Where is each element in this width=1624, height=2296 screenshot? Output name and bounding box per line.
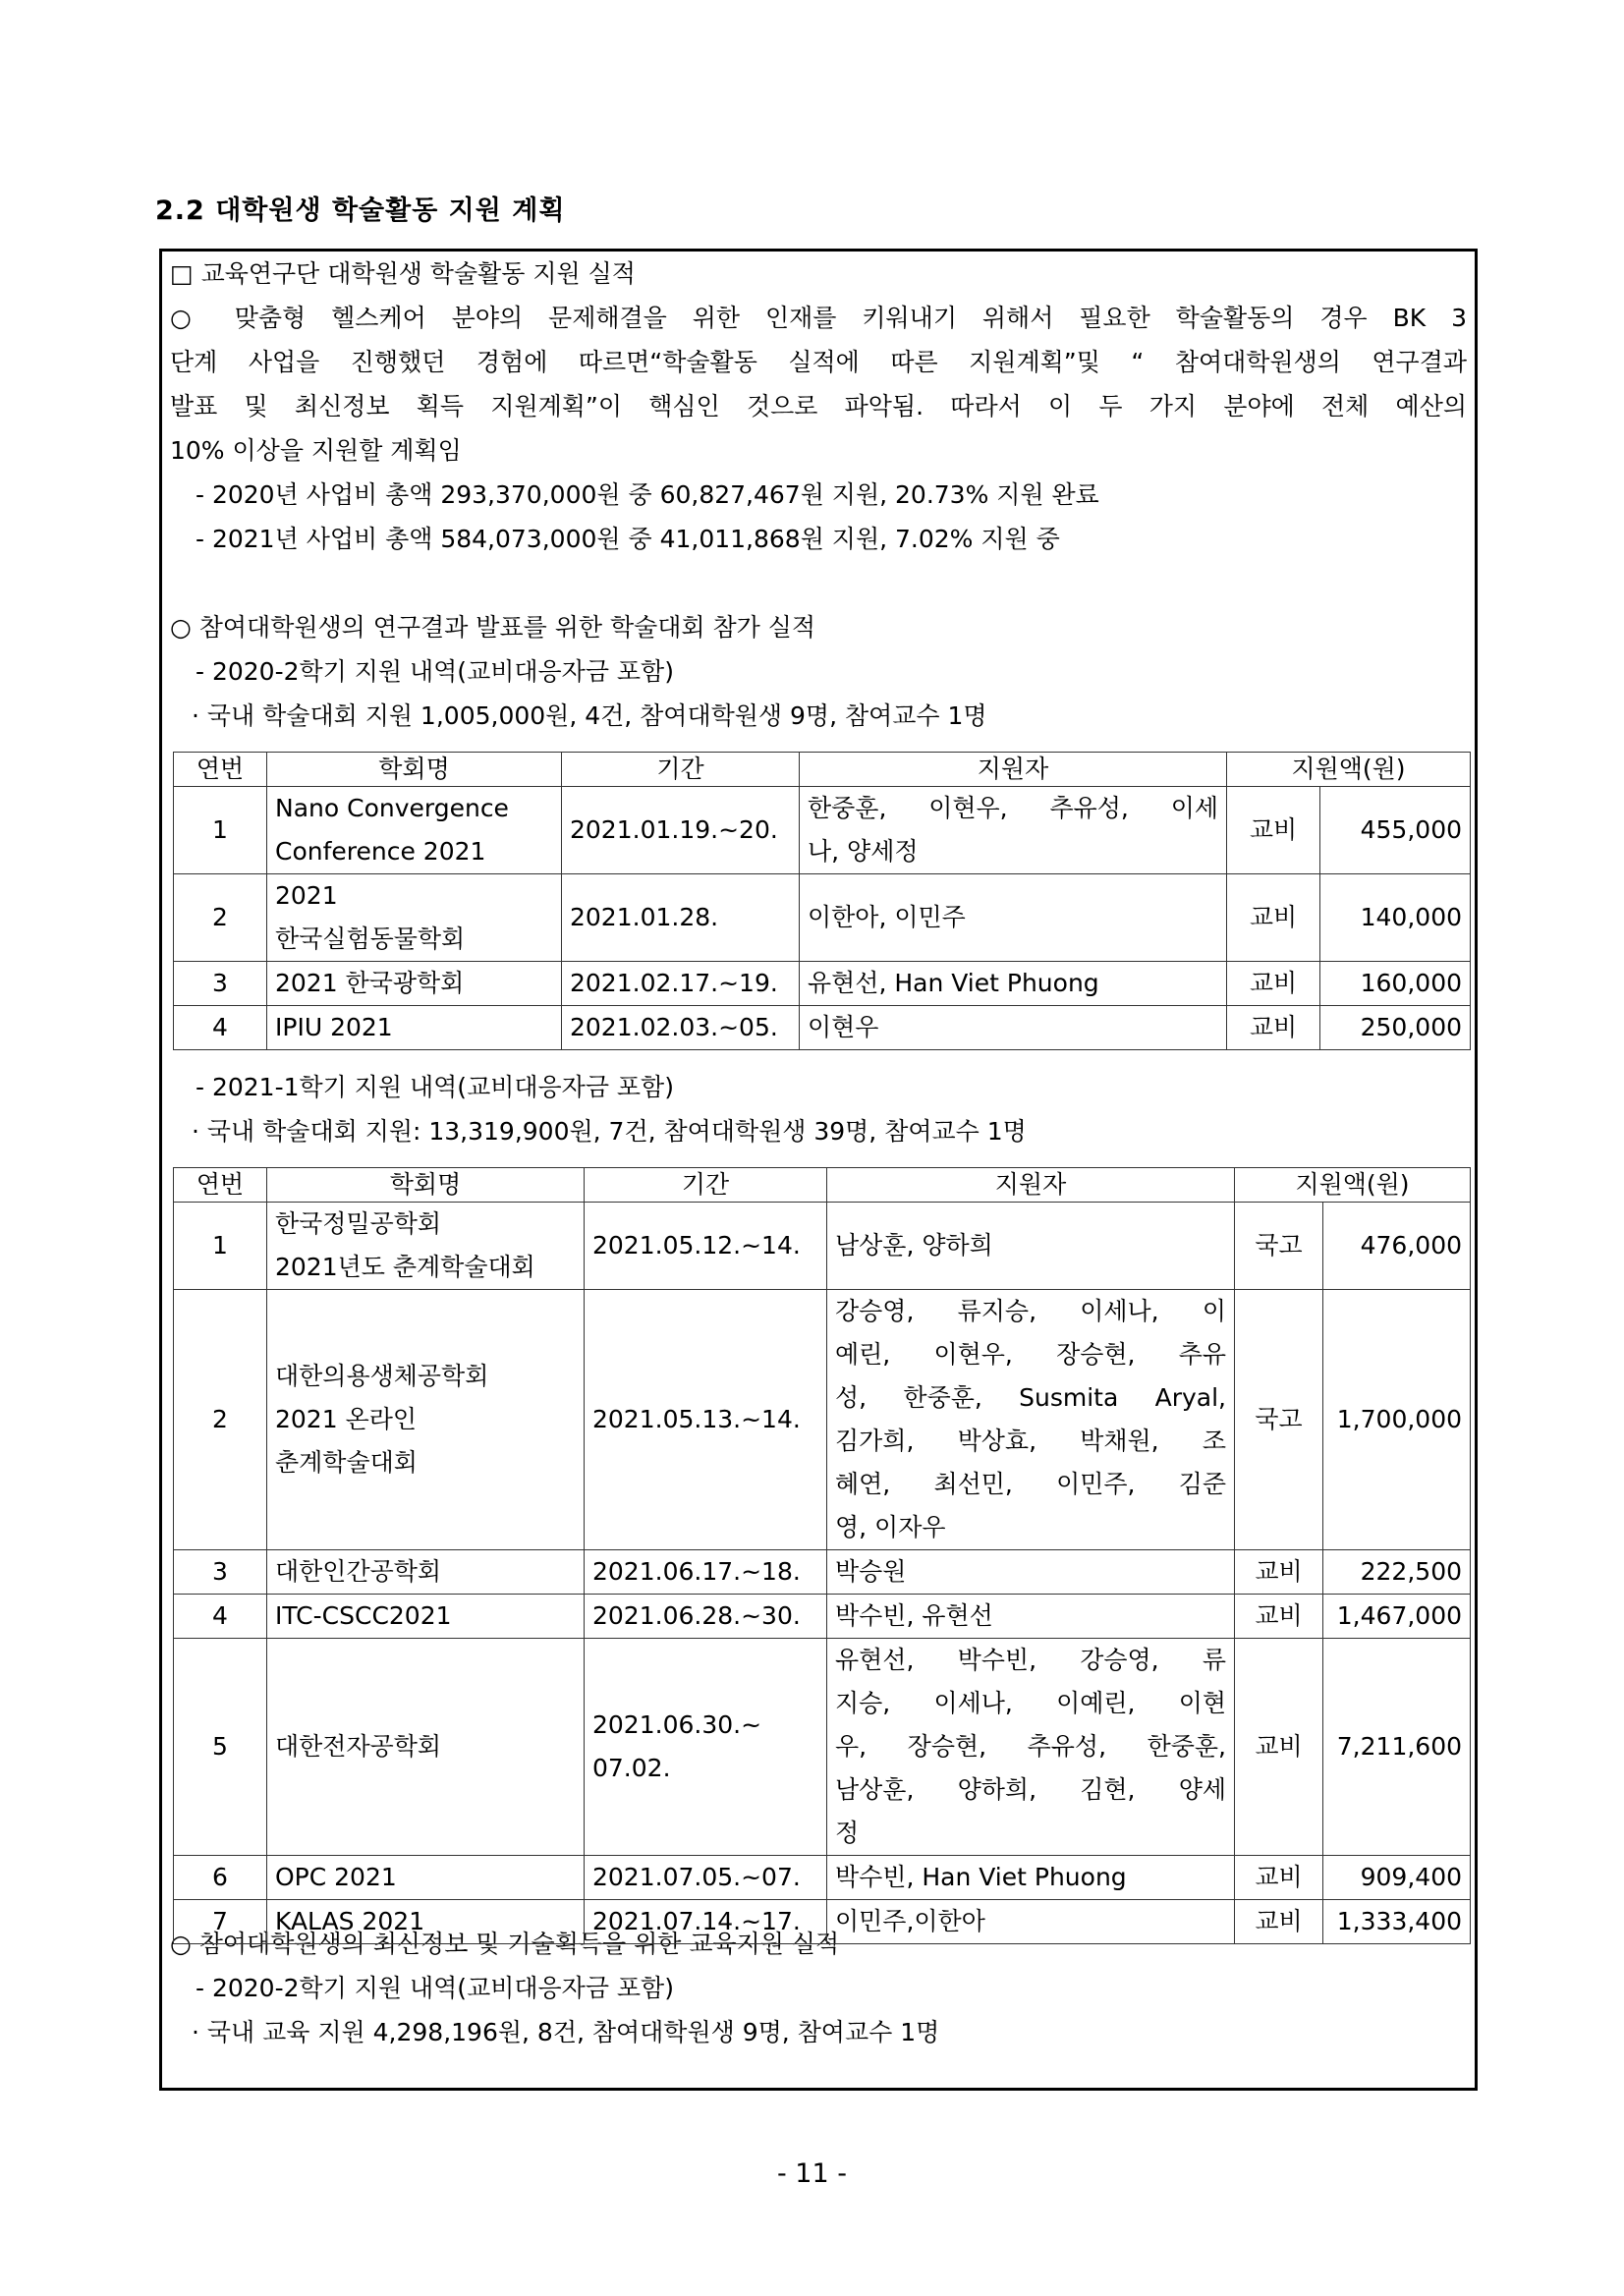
- fund-source: 국고: [1235, 1203, 1323, 1290]
- recipients: [800, 787, 1227, 874]
- amount: 7,211,600: [1323, 1639, 1471, 1856]
- fund-source: 교비: [1227, 874, 1320, 962]
- row-number: 1: [174, 787, 267, 874]
- society-line: ITC-CSCC2021: [275, 1601, 452, 1630]
- recipients-line: 성, 한중훈, Susmita Aryal,: [835, 1383, 1226, 1412]
- amount: 1,700,000: [1323, 1290, 1471, 1550]
- conference-2021-1-summary: · 국내 학술대회 지원: 13,319,900원, 7건, 참여대학원생 39명, 참여교수 1명: [192, 1117, 1027, 1146]
- education-heading: ○ 참여대학원생의 최신정보 및 기술획득을 위한 교육지원 실적: [170, 1930, 840, 1958]
- table-row: [174, 874, 1471, 962]
- header-no: 연번: [174, 1168, 267, 1203]
- society-name: [267, 1203, 585, 1290]
- recipients-line: 강승영, 류지승, 이세나, 이: [835, 1297, 1226, 1325]
- education-2020-2-label: - 2020-2학기 지원 내역(교비대응자금 포함): [196, 1974, 674, 2002]
- period: [585, 1639, 827, 1856]
- recipients-line: 혜연, 최선민, 이민주, 김준: [835, 1470, 1226, 1498]
- table-header-row: [174, 1168, 1471, 1203]
- row-number: 7: [174, 1900, 267, 1944]
- recipients: [827, 1639, 1235, 1856]
- recipients: [827, 1290, 1235, 1550]
- table-header-row: [174, 753, 1471, 787]
- amount: 140,000: [1320, 874, 1471, 962]
- header-period: 기간: [562, 753, 800, 787]
- society-line: 2021 온라인: [275, 1405, 418, 1433]
- row-number: 2: [174, 874, 267, 962]
- conference-2021-1-label: - 2021-1학기 지원 내역(교비대응자금 포함): [196, 1073, 674, 1101]
- fund-source: 교비: [1235, 1900, 1323, 1944]
- budget-2020: - 2020년 사업비 총액 293,370,000원 중 60,827,467원 지원, 20.73% 지원 완료: [196, 480, 1099, 509]
- amount: 476,000: [1323, 1203, 1471, 1290]
- society-line: 대한전자공학회: [275, 1732, 442, 1761]
- header-period: 기간: [585, 1168, 827, 1203]
- period: [585, 1550, 827, 1595]
- section-title: 2.2 대학원생 학술활동 지원 계획: [155, 196, 566, 226]
- table-row: [174, 1900, 1471, 1944]
- period: [562, 1006, 800, 1050]
- period: [562, 787, 800, 874]
- society-line: 춘계학술대회: [275, 1448, 418, 1477]
- recipients: [827, 1900, 1235, 1944]
- content-box: [159, 249, 1478, 2091]
- recipients: [800, 962, 1227, 1006]
- society-name: [267, 1900, 585, 1944]
- row-number: 5: [174, 1639, 267, 1856]
- recipients: [827, 1856, 1235, 1900]
- row-number: 6: [174, 1856, 267, 1900]
- header-no: 연번: [174, 753, 267, 787]
- row-number: 1: [174, 1203, 267, 1290]
- fund-source: 교비: [1227, 787, 1320, 874]
- education-2020-2-summary: · 국내 교육 지원 4,298,196원, 8건, 참여대학원생 9명, 참여교수 1명: [192, 2018, 940, 2046]
- period-line: 07.02.: [592, 1754, 671, 1782]
- fund-source: 교비: [1235, 1639, 1323, 1856]
- society-name: [267, 874, 562, 962]
- period-line: 2021.05.12.~14.: [592, 1231, 801, 1260]
- conference-table-2020-2: [173, 752, 1471, 1050]
- society-line: 한국정밀공학회: [275, 1209, 442, 1238]
- recipients-line: 이민주,이한아: [835, 1907, 985, 1935]
- fund-source: 교비: [1235, 1856, 1323, 1900]
- recipients: [800, 1006, 1227, 1050]
- period: [585, 1290, 827, 1550]
- header-society: 학회명: [267, 753, 562, 787]
- header-amount: 지원액(원): [1235, 1168, 1471, 1203]
- amount: 1,467,000: [1323, 1595, 1471, 1639]
- period: [585, 1900, 827, 1944]
- society-line: 2021 한국광학회: [275, 969, 465, 997]
- table-row: [174, 787, 1471, 874]
- society-name: [267, 1290, 585, 1550]
- fund-source: 국고: [1235, 1290, 1323, 1550]
- period-line: 2021.07.14.~17.: [592, 1907, 801, 1935]
- conference-heading: ○ 참여대학원생의 연구결과 발표를 위한 학술대회 참가 실적: [170, 613, 816, 642]
- society-line: 대한의용생체공학회: [275, 1362, 489, 1390]
- table-row: [174, 1550, 1471, 1595]
- fund-source: 교비: [1235, 1595, 1323, 1639]
- table-row: [174, 1006, 1471, 1050]
- para-line-4: 10% 이상을 지원할 계획임: [170, 436, 462, 465]
- society-name: [267, 1639, 585, 1856]
- row-number: 4: [174, 1006, 267, 1050]
- table-row: [174, 1856, 1471, 1900]
- recipients-line: 박수빈, Han Viet Phuong: [835, 1863, 1127, 1891]
- period-line: 2021.01.19.~20.: [570, 815, 778, 844]
- period-line: 2021.02.03.~05.: [570, 1013, 778, 1041]
- society-line: 2021: [275, 881, 338, 910]
- row-number: 3: [174, 1550, 267, 1595]
- society-line: 2021년도 춘계학술대회: [275, 1253, 535, 1281]
- recipients: [827, 1550, 1235, 1595]
- period: [562, 962, 800, 1006]
- fund-source: 교비: [1235, 1550, 1323, 1595]
- amount: 909,400: [1323, 1856, 1471, 1900]
- recipients-line: 김가희, 박상효, 박채원, 조: [835, 1427, 1226, 1455]
- header-amount: 지원액(원): [1227, 753, 1471, 787]
- header-society: 학회명: [267, 1168, 585, 1203]
- period-line: 2021.01.28.: [570, 903, 719, 931]
- recipients-line: 우, 장승현, 추유성, 한중훈,: [835, 1732, 1226, 1761]
- page-number: - 11 -: [776, 2158, 847, 2189]
- amount: 250,000: [1320, 1006, 1471, 1050]
- period-line: 2021.06.28.~30.: [592, 1601, 801, 1630]
- period: [562, 874, 800, 962]
- table-row: [174, 1290, 1471, 1550]
- recipients-line: 나, 양세정: [808, 837, 919, 866]
- recipients-line: 남상훈, 양하희, 김현, 양세: [835, 1775, 1226, 1804]
- society-name: [267, 1595, 585, 1639]
- society-name: [267, 962, 562, 1006]
- amount: 160,000: [1320, 962, 1471, 1006]
- row-number: 4: [174, 1595, 267, 1639]
- recipients: [800, 874, 1227, 962]
- period: [585, 1856, 827, 1900]
- recipients-line: 예린, 이현우, 장승현, 추유: [835, 1340, 1226, 1369]
- society-line: 한국실험동물학회: [275, 924, 466, 953]
- conference-table-2021-1: [173, 1167, 1471, 1944]
- recipients-line: 유현선, Han Viet Phuong: [808, 969, 1099, 997]
- period-line: 2021.06.17.~18.: [592, 1557, 801, 1586]
- society-line: 대한인간공학회: [275, 1557, 442, 1586]
- budget-2021: - 2021년 사업비 총액 584,073,000원 중 41,011,868원 지원, 7.02% 지원 중: [196, 525, 1060, 553]
- recipients: [827, 1203, 1235, 1290]
- period-line: 2021.07.05.~07.: [592, 1863, 801, 1891]
- table-row: [174, 1595, 1471, 1639]
- society-name: [267, 1550, 585, 1595]
- society-line: Nano Convergence: [275, 794, 509, 822]
- recipients-line: 박승원: [835, 1557, 907, 1586]
- header-recipients: 지원자: [827, 1168, 1235, 1203]
- period-line: 2021.06.30.~: [592, 1710, 762, 1739]
- recipients-line: 박수빈, 유현선: [835, 1601, 993, 1630]
- recipients-line: 영, 이자우: [835, 1513, 946, 1541]
- period: [585, 1595, 827, 1639]
- society-name: [267, 1006, 562, 1050]
- conference-2020-2-summary: · 국내 학술대회 지원 1,005,000원, 4건, 참여대학원생 9명, 참여교수 1명: [192, 701, 987, 730]
- recipients-line: 지승, 이세나, 이예린, 이현: [835, 1689, 1226, 1717]
- society-line: Conference 2021: [275, 837, 486, 866]
- period-line: 2021.02.17.~19.: [570, 969, 778, 997]
- row-number: 3: [174, 962, 267, 1006]
- period-line: 2021.05.13.~14.: [592, 1405, 801, 1433]
- recipients-line: 한중훈, 이현우, 추유성, 이세: [808, 794, 1218, 822]
- para-line-1: ○ 맞춤형 헬스케어 분야의 문제해결을 위한 인재를 키워내기 위해서 필요한 학술활동의 경우 BK 3: [170, 304, 1467, 332]
- society-name: [267, 787, 562, 874]
- recipients-line: 이현우: [808, 1013, 879, 1041]
- box-heading: □ 교육연구단 대학원생 학술활동 지원 실적: [170, 259, 636, 288]
- recipients: [827, 1595, 1235, 1639]
- para-line-3: 발표 및 최신정보 획득 지원계획”이 핵심인 것으로 파악됨. 따라서 이 두 가지 분야에 전체 예산의: [170, 392, 1467, 420]
- fund-source: 교비: [1227, 962, 1320, 1006]
- header-recipients: 지원자: [800, 753, 1227, 787]
- table-row: [174, 1639, 1471, 1856]
- society-line: KALAS 2021: [275, 1907, 425, 1935]
- recipients-line: 유현선, 박수빈, 강승영, 류: [835, 1646, 1226, 1674]
- society-name: [267, 1856, 585, 1900]
- recipients-line: 남상훈, 양하희: [835, 1231, 993, 1260]
- fund-source: 교비: [1227, 1006, 1320, 1050]
- para-line-2: 단계 사업을 진행했던 경험에 따르면“학술활동 실적에 따른 지원계획”및 “ 참여대학원생의 연구결과: [170, 348, 1467, 376]
- society-line: OPC 2021: [275, 1863, 397, 1891]
- table-row: [174, 1203, 1471, 1290]
- table-row: [174, 962, 1471, 1006]
- conference-2020-2-label: - 2020-2학기 지원 내역(교비대응자금 포함): [196, 657, 674, 686]
- period: [585, 1203, 827, 1290]
- amount: 1,333,400: [1323, 1900, 1471, 1944]
- row-number: 2: [174, 1290, 267, 1550]
- amount: 455,000: [1320, 787, 1471, 874]
- society-line: IPIU 2021: [275, 1013, 393, 1041]
- amount: 222,500: [1323, 1550, 1471, 1595]
- recipients-line: 이한아, 이민주: [808, 903, 966, 931]
- recipients-line: 정: [835, 1819, 860, 1847]
